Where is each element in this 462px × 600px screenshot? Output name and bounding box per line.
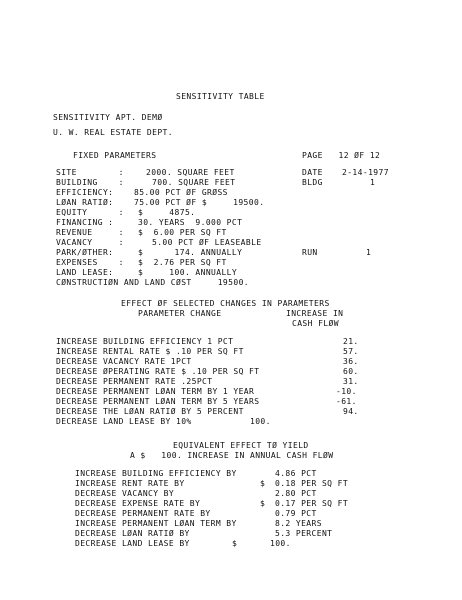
effect-row-label: DECREASE VACANCY RATE 1PCT [56,357,192,366]
param-label: SITE : [56,168,124,177]
run-value: 1 [366,248,372,257]
param-value: 75.00 PCT ØF $ 19500. [134,198,265,207]
equiv-row-value: 0.79 PCT [275,509,317,518]
equiv-row-label: INCREASE PERMANENT LØAN TERM BY [75,519,237,528]
equiv-row-label: INCREASE BUILDING EFFICIENCY BY [75,469,237,478]
param-label: LØAN RATIØ: [56,198,114,207]
effect-row-label: DECREASE THE LØAN RATIØ BY 5 PERCENT [56,407,244,416]
bldg-label: BLDG [302,178,323,187]
page-title: SENSITIVITY TABLE [176,92,265,101]
equiv-subtitle: A $ 100. INCREASE IN ANNUAL CASH FLØW [130,451,334,460]
effect-row-value: 31. [343,377,359,386]
param-value: $ 100. ANNUALLY [138,268,238,277]
param-label: BUILDING : [56,178,124,187]
effect-row-value: 36. [343,357,359,366]
effect-col-parameter: PARAMETER CHANGE [138,309,222,318]
effect-row-label: INCREASE RENTAL RATE $ .10 PER SQ FT [56,347,244,356]
effect-row-label: DECREASE ØPERATING RATE $ .10 PER SQ FT [56,367,260,376]
effect-row-label: DECREASE PERMANENT LØAN TERM BY 1 YEAR [56,387,255,396]
effect-row-value: -61. [336,397,357,406]
param-label: EXPENSES : [56,258,124,267]
date-value: 2-14-1977 [342,168,389,177]
equiv-row-label: INCREASE RENT RATE BY [75,479,185,488]
param-value: 85.00 PCT ØF GRØSS [134,188,228,197]
effect-col-cashflow: CASH FLØW [292,319,339,328]
run-label: RUN [302,248,318,257]
construction-cost: CØNSTRUCTIØN AND LAND CØST 19500. [56,278,250,287]
param-label: EFFICIENCY: [56,188,114,197]
equiv-row-label: DECREASE PERMANENT RATE BY [75,509,211,518]
param-value: $ 4875. [138,208,196,217]
equiv-row-value: 5.3 PERCENT [275,529,333,538]
equiv-row-value: 100. [270,539,291,548]
param-value: 2000. SQUARE FEET [146,168,235,177]
effect-row-value: 57. [343,347,359,356]
equiv-row-value: 2.80 PCT [275,489,317,498]
equiv-row-prefix: $ [232,539,238,548]
effect-row-label: DECREASE LAND LEASE BY 10% [56,417,192,426]
equiv-row-value: 8.2 YEARS [275,519,322,528]
param-label: LAND LEASE: [56,268,114,277]
equiv-row-value: 0.17 PER SQ FT [275,499,349,508]
param-value: $ 6.00 PER SQ FT [138,228,227,237]
effect-title: EFFECT ØF SELECTED CHANGES IN PARAMETERS [121,299,330,308]
effect-col-increase: INCREASE IN [286,309,344,318]
equiv-row-prefix: $ [260,479,266,488]
section-heading: FIXED PARAMETERS [73,151,157,160]
effect-row-value: 60. [343,367,359,376]
param-label: PARK/ØTHER: [56,248,114,257]
param-value: $ 2.76 PER SQ FT [138,258,227,267]
bldg-value: 1 [370,178,376,187]
page-number: PAGE 12 ØF 12 [302,151,381,160]
effect-row-value: 100. [250,417,271,426]
effect-row-value: -10. [336,387,357,396]
param-value: 30. YEARS 9.000 PCT [138,218,243,227]
param-label: REVENUE : [56,228,124,237]
param-value: 700. SQUARE FEET [152,178,236,187]
company-name: U. W. REAL ESTATE DEPT. [53,128,173,137]
equiv-row-label: DECREASE EXPENSE RATE BY [75,499,201,508]
effect-row-value: 21. [343,337,359,346]
param-label: FINANCING : [56,218,114,227]
equiv-row-label: DECREASE VACANCY BY [75,489,175,498]
equiv-row-value: 0.18 PER SQ FT [275,479,349,488]
date-label: DATE [302,168,323,177]
effect-row-label: INCREASE BUILDING EFFICIENCY 1 PCT [56,337,234,346]
param-label: VACANCY : [56,238,124,247]
equiv-row-prefix: $ [260,499,266,508]
param-value: $ 174. ANNUALLY [138,248,243,257]
param-label: EQUITY : [56,208,124,217]
equiv-row-label: DECREASE LØAN RATIØ BY [75,529,190,538]
effect-row-value: 94. [343,407,359,416]
project-name: SENSITIVITY APT. DEMØ [53,113,163,122]
equiv-row-label: DECREASE LAND LEASE BY [75,539,190,548]
param-value: 5.00 PCT ØF LEASEABLE [152,238,262,247]
equiv-row-value: 4.86 PCT [275,469,317,478]
effect-row-label: DECREASE PERMANENT RATE .25PCT [56,377,213,386]
equiv-title: EQUIVALENT EFFECT TØ YIELD [173,441,309,450]
effect-row-label: DECREASE PERMANENT LØAN TERM BY 5 YEARS [56,397,260,406]
